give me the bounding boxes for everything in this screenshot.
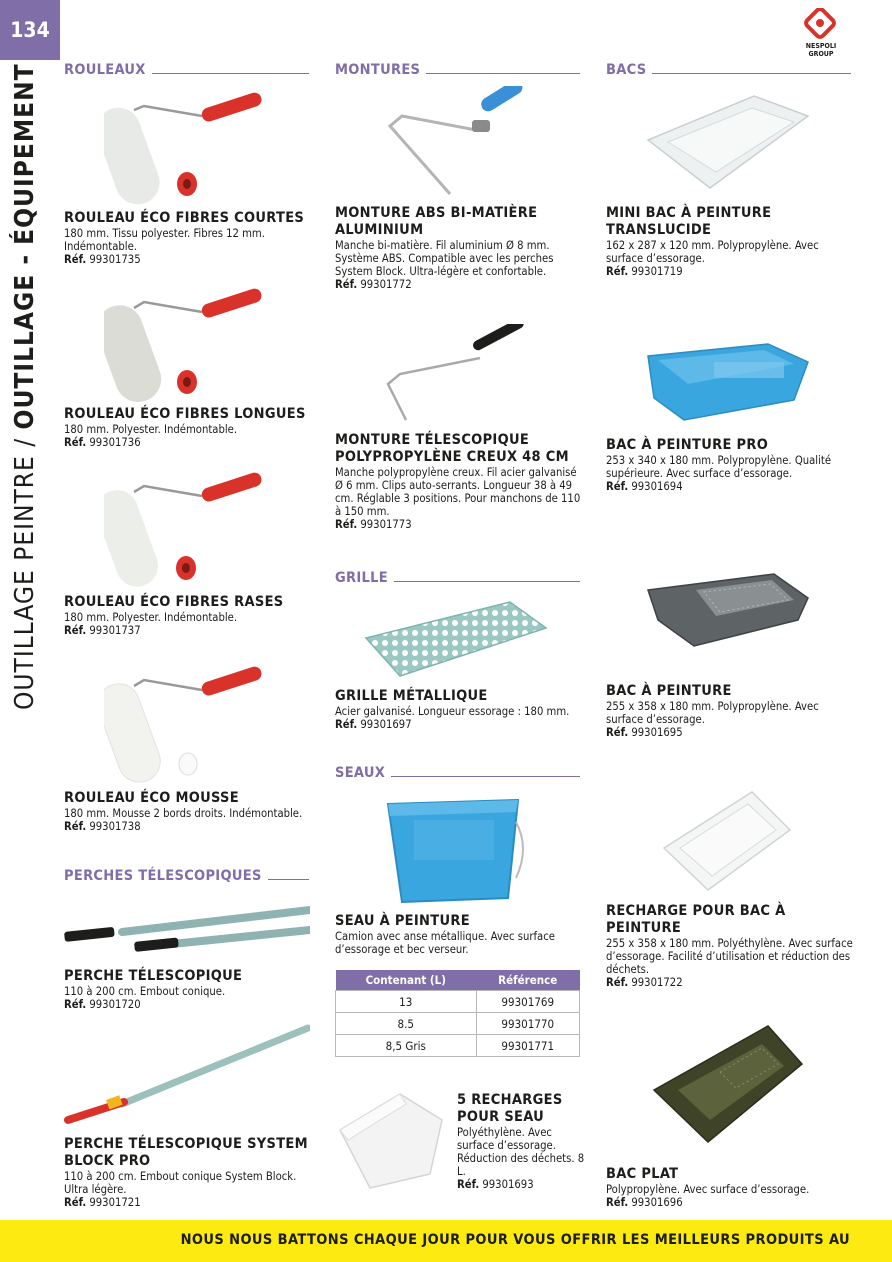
product-description: Manche bi-matière. Fil aluminium Ø 8 mm. Système ABS. Compatible avec les perches System Block. Ultra-légère et confortable.: [335, 239, 554, 278]
section-title: MONTURES: [335, 62, 421, 78]
product-monture-abs: [335, 205, 585, 291]
section-rule: [152, 73, 309, 74]
product-title: RECHARGE POUR BAC À PEINTURE: [606, 903, 786, 936]
product-title: MONTURE ABS BI-MATIÈRE ALUMINIUM: [335, 205, 538, 238]
side-title-separator: /: [10, 429, 40, 456]
product-title: BAC PLAT: [606, 1166, 679, 1182]
frame-telescopic-image: [380, 324, 536, 424]
product-description: 253 x 340 x 180 mm. Polypropylène. Qualité supérieure. Avec surface d’essorage.: [606, 454, 832, 480]
section-header-grille: [335, 570, 580, 586]
product-reference: Réf. 99301737: [64, 624, 141, 637]
product-description: 255 x 358 x 180 mm. Polypropylène. Avec surface d’essorage.: [606, 700, 819, 726]
table-header-cell: Contenant (L): [336, 970, 477, 991]
section-header-montures: [335, 62, 580, 78]
product-reference: Réf. 99301693: [457, 1178, 534, 1191]
table-cell: 99301770: [476, 1013, 579, 1035]
product-title: BAC À PEINTURE PRO: [606, 437, 769, 453]
product-description: Manche polypropylène creux. Fil acier galvanisé Ø 6 mm. Clips auto-serrants. Longueur 38 à 49 cm. Réglable 3 positions. Pour manchons de 110 à 150 mm.: [335, 466, 581, 518]
roller-long-image: [104, 286, 270, 404]
table-cell: 13: [336, 991, 477, 1013]
product-bac-plat: [606, 1166, 856, 1209]
product-reference: Réf. 99301722: [606, 976, 683, 989]
product-description: 180 mm. Polyester. Indémontable.: [64, 423, 238, 436]
section-rule: [268, 879, 309, 880]
product-description: Polypropylène. Avec surface d’essorage.: [606, 1183, 810, 1196]
page-number: 134: [0, 0, 60, 60]
grid-image: [360, 598, 550, 680]
product-reference: Réf. 99301696: [606, 1196, 683, 1209]
product-title: ROULEAU ÉCO FIBRES COURTES: [64, 210, 305, 226]
telescopic-pole-image: [62, 900, 310, 960]
section-rule: [652, 73, 851, 74]
product-recharges-seau: [457, 1092, 585, 1191]
product-reference: Réf. 99301735: [64, 253, 141, 266]
bucket-image: [384, 798, 530, 908]
section-header-rouleaux: [64, 62, 309, 78]
product-rouleau-rases: [64, 594, 314, 637]
nespoli-logo-icon: [803, 8, 839, 42]
side-title-category: OUTILLAGE PEINTRE: [10, 455, 40, 710]
bucket-liner-image: [334, 1090, 446, 1190]
roller-short-image: [104, 88, 270, 206]
product-description: 180 mm. Polyester. Indémontable.: [64, 611, 238, 624]
product-reference: Réf. 99301738: [64, 820, 141, 833]
telescopic-pole-pro-image: [62, 1022, 310, 1128]
product-rouleau-mousse: [64, 790, 314, 833]
product-title: PERCHE TÉLESCOPIQUE: [64, 968, 243, 984]
product-title: GRILLE MÉTALLIQUE: [335, 688, 488, 704]
product-bac: [606, 683, 856, 739]
table-cell: 99301769: [476, 991, 579, 1013]
product-description: Polyéthylène. Avec surface d’essorage. Réduction des déchets. 8 L.: [457, 1126, 585, 1178]
product-reference: Réf. 99301720: [64, 998, 141, 1011]
product-perche-pro: [64, 1136, 314, 1209]
section-title: GRILLE: [335, 570, 388, 586]
flat-tray-image: [650, 1024, 806, 1146]
product-monture-tele: [335, 432, 585, 531]
product-reference: Réf. 99301773: [335, 518, 412, 531]
product-title: ROULEAU ÉCO FIBRES RASES: [64, 594, 284, 610]
product-title: PERCHE TÉLESCOPIQUE SYSTEM BLOCK PRO: [64, 1136, 308, 1169]
table-row: [336, 991, 580, 1013]
pro-tray-image: [644, 340, 812, 424]
product-title: MINI BAC À PEINTURE TRANSLUCIDE: [606, 205, 772, 238]
footer-banner: [0, 1220, 892, 1262]
bucket-table: [335, 970, 580, 1057]
product-reference: Réf. 99301736: [64, 436, 141, 449]
product-reference: Réf. 99301772: [335, 278, 412, 291]
side-title-subcategory: OUTILLAGE - ÉQUIPEMENT: [10, 63, 40, 430]
section-rule: [391, 776, 580, 777]
product-grille: [335, 688, 585, 731]
product-title: MONTURE TÉLESCOPIQUE POLYPROPYLÈNE CREUX 48 CM: [335, 432, 569, 465]
section-rule: [426, 73, 580, 74]
section-title: SEAUX: [335, 765, 386, 781]
product-description: 255 x 358 x 180 mm. Polyéthylène. Avec surface d’essorage. Facilité d’utilisation et réduction des déchets.: [606, 937, 853, 976]
product-reference: Réf. 99301695: [606, 726, 683, 739]
product-title: BAC À PEINTURE: [606, 683, 732, 699]
product-description: 180 mm. Mousse 2 bords droits. Indémontable.: [64, 807, 303, 820]
product-bac-pro: [606, 437, 856, 493]
mini-tray-image: [644, 92, 812, 192]
product-reference: Réf. 99301719: [606, 265, 683, 278]
roller-foam-image: [104, 656, 270, 786]
product-title: 5 RECHARGES POUR SEAU: [457, 1092, 563, 1125]
product-description: 110 à 200 cm. Embout conique.: [64, 985, 226, 998]
section-header-bacs: [606, 62, 851, 78]
product-description: 110 à 200 cm. Embout conique System Block. Ultra légère.: [64, 1170, 297, 1196]
product-description: 162 x 287 x 120 mm. Polypropylène. Avec surface d’essorage.: [606, 239, 819, 265]
roller-short-pile-image: [104, 470, 270, 588]
section-header-seaux: [335, 765, 580, 781]
product-recharge-bac: [606, 903, 856, 989]
section-title: PERCHES TÉLESCOPIQUES: [64, 868, 262, 884]
table-cell: 8.5: [336, 1013, 477, 1035]
table-cell: 8,5 Gris: [336, 1035, 477, 1057]
product-description: 180 mm. Tissu polyester. Fibres 12 mm. Indémontable.: [64, 227, 265, 253]
section-title: ROULEAUX: [64, 62, 146, 78]
product-title: ROULEAU ÉCO MOUSSE: [64, 790, 239, 806]
product-rouleau-courtes: [64, 210, 314, 266]
product-reference: Réf. 99301697: [335, 718, 412, 731]
table-cell: 99301771: [476, 1035, 579, 1057]
nespoli-logo: [796, 8, 846, 58]
section-rule: [394, 581, 580, 582]
product-title: ROULEAU ÉCO FIBRES LONGUES: [64, 406, 306, 422]
paint-tray-image: [644, 570, 812, 650]
logo-line2: GROUP: [808, 50, 834, 58]
section-title: BACS: [606, 62, 647, 78]
table-row: [336, 1013, 580, 1035]
footer-text: NOUS NOUS BATTONS CHAQUE JOUR POUR VOUS OFFRIR LES MEILLEURS PRODUITS AU: [180, 1232, 850, 1248]
table-row: [336, 1035, 580, 1057]
product-reference: Réf. 99301721: [64, 1196, 141, 1209]
product-description: Camion avec anse métallique. Avec surface d’essorage et bec verseur.: [335, 930, 555, 956]
section-header-perches: [64, 868, 309, 884]
side-title: [10, 63, 40, 710]
product-reference: Réf. 99301694: [606, 480, 683, 493]
product-perche: [64, 968, 314, 1011]
logo-line1: NESPOLI: [805, 42, 837, 50]
product-seau: [335, 913, 585, 956]
table-header-cell: Référence: [476, 970, 579, 991]
product-rouleau-longues: [64, 406, 314, 449]
product-title: SEAU À PEINTURE: [335, 913, 470, 929]
product-mini-bac: [606, 205, 856, 278]
product-description: Acier galvanisé. Longueur essorage : 180 mm.: [335, 705, 570, 718]
frame-abs-image: [380, 86, 530, 200]
tray-liner-image: [660, 790, 794, 894]
table-header-row: [336, 970, 580, 991]
